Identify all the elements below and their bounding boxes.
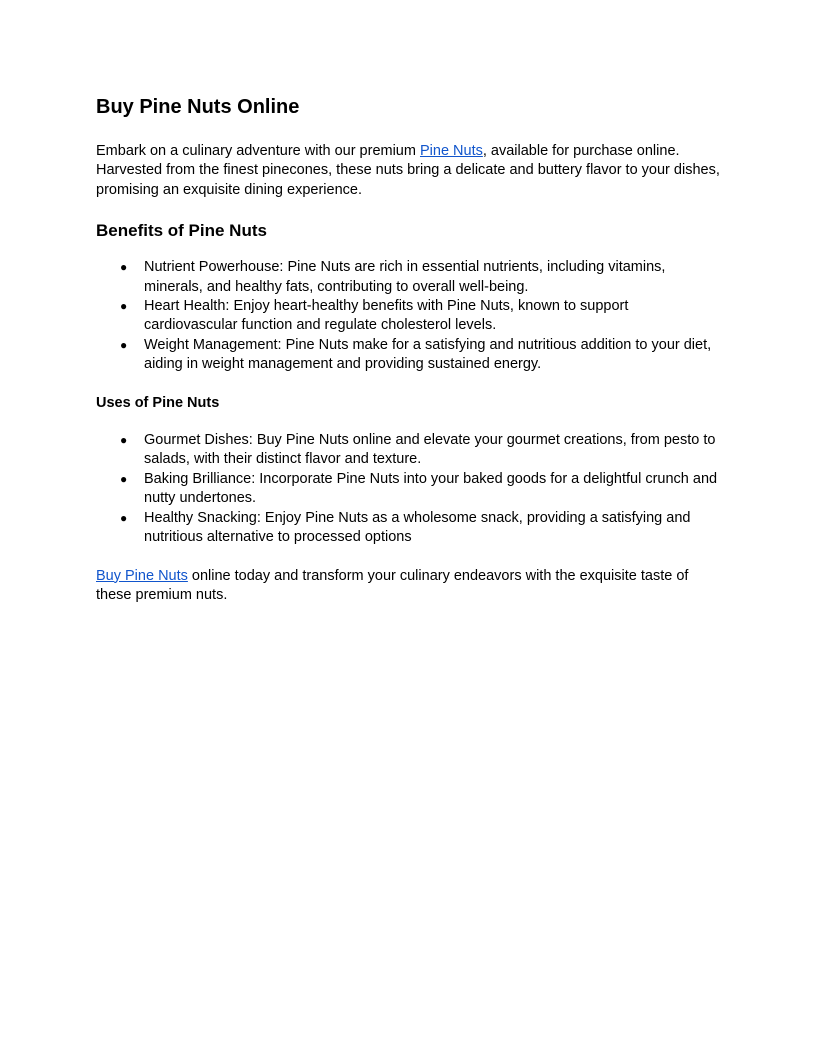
- page-title: Buy Pine Nuts Online: [96, 96, 300, 118]
- intro-paragraph: [96, 142, 720, 200]
- closing-text-after: online today and transform your culinary endeavors with the exquisite taste of these premium nuts.: [96, 567, 689, 603]
- intro-text-before: Embark on a culinary adventure with our premium: [96, 143, 420, 159]
- list-item-text: Gourmet Dishes: Buy Pine Nuts online and elevate your gourmet creations, from pesto to salads, with their distinct flavor and texture.: [144, 432, 716, 468]
- bullet-icon: ●: [120, 471, 128, 486]
- list-item: [96, 509, 720, 548]
- list-item: [96, 470, 720, 509]
- bullet-icon: ●: [120, 433, 128, 448]
- bullet-icon: ●: [120, 510, 128, 525]
- bullet-icon: ●: [120, 299, 128, 314]
- list-item: [96, 336, 720, 375]
- list-item: [96, 258, 720, 297]
- intro-text-after: , available for purchase online. Harvested from the finest pinecones, these nuts bring a delicate and buttery flavor to your dishes, promising an exquisite dining experience.: [96, 143, 720, 198]
- bullet-icon: ●: [120, 337, 128, 352]
- list-item: [96, 431, 720, 470]
- benefits-list: [96, 258, 720, 374]
- list-item-text: Baking Brilliance: Incorporate Pine Nuts into your baked goods for a delightful crunch and nutty undertones.: [144, 470, 718, 507]
- list-item-text: Nutrient Powerhouse: Pine Nuts are rich in essential nutrients, including vitamins, minerals, and healthy fats, contributing to overall well-being.: [144, 259, 666, 295]
- list-item-text: Weight Management: Pine Nuts make for a satisfying and nutritious addition to your diet, aiding in weight management and providing sustained energy.: [144, 336, 712, 373]
- buy-pine-nuts-link[interactable]: Buy Pine Nuts: [96, 567, 188, 584]
- bullet-icon: ●: [120, 260, 128, 275]
- benefits-heading: Benefits of Pine Nuts: [96, 221, 267, 241]
- closing-paragraph: [96, 567, 720, 606]
- uses-heading: Uses of Pine Nuts: [96, 394, 220, 411]
- uses-list: [96, 431, 720, 547]
- list-item-text: Heart Health: Enjoy heart-healthy benefits with Pine Nuts, known to support cardiovascular function and regulate cholesterol levels.: [144, 298, 629, 334]
- list-item: [96, 297, 720, 336]
- pine-nuts-link[interactable]: Pine Nuts: [419, 143, 483, 159]
- document-page: [96, 94, 720, 605]
- list-item-text: Healthy Snacking: Enjoy Pine Nuts as a wholesome snack, providing a satisfying and nutritious alternative to processed options: [144, 509, 691, 546]
